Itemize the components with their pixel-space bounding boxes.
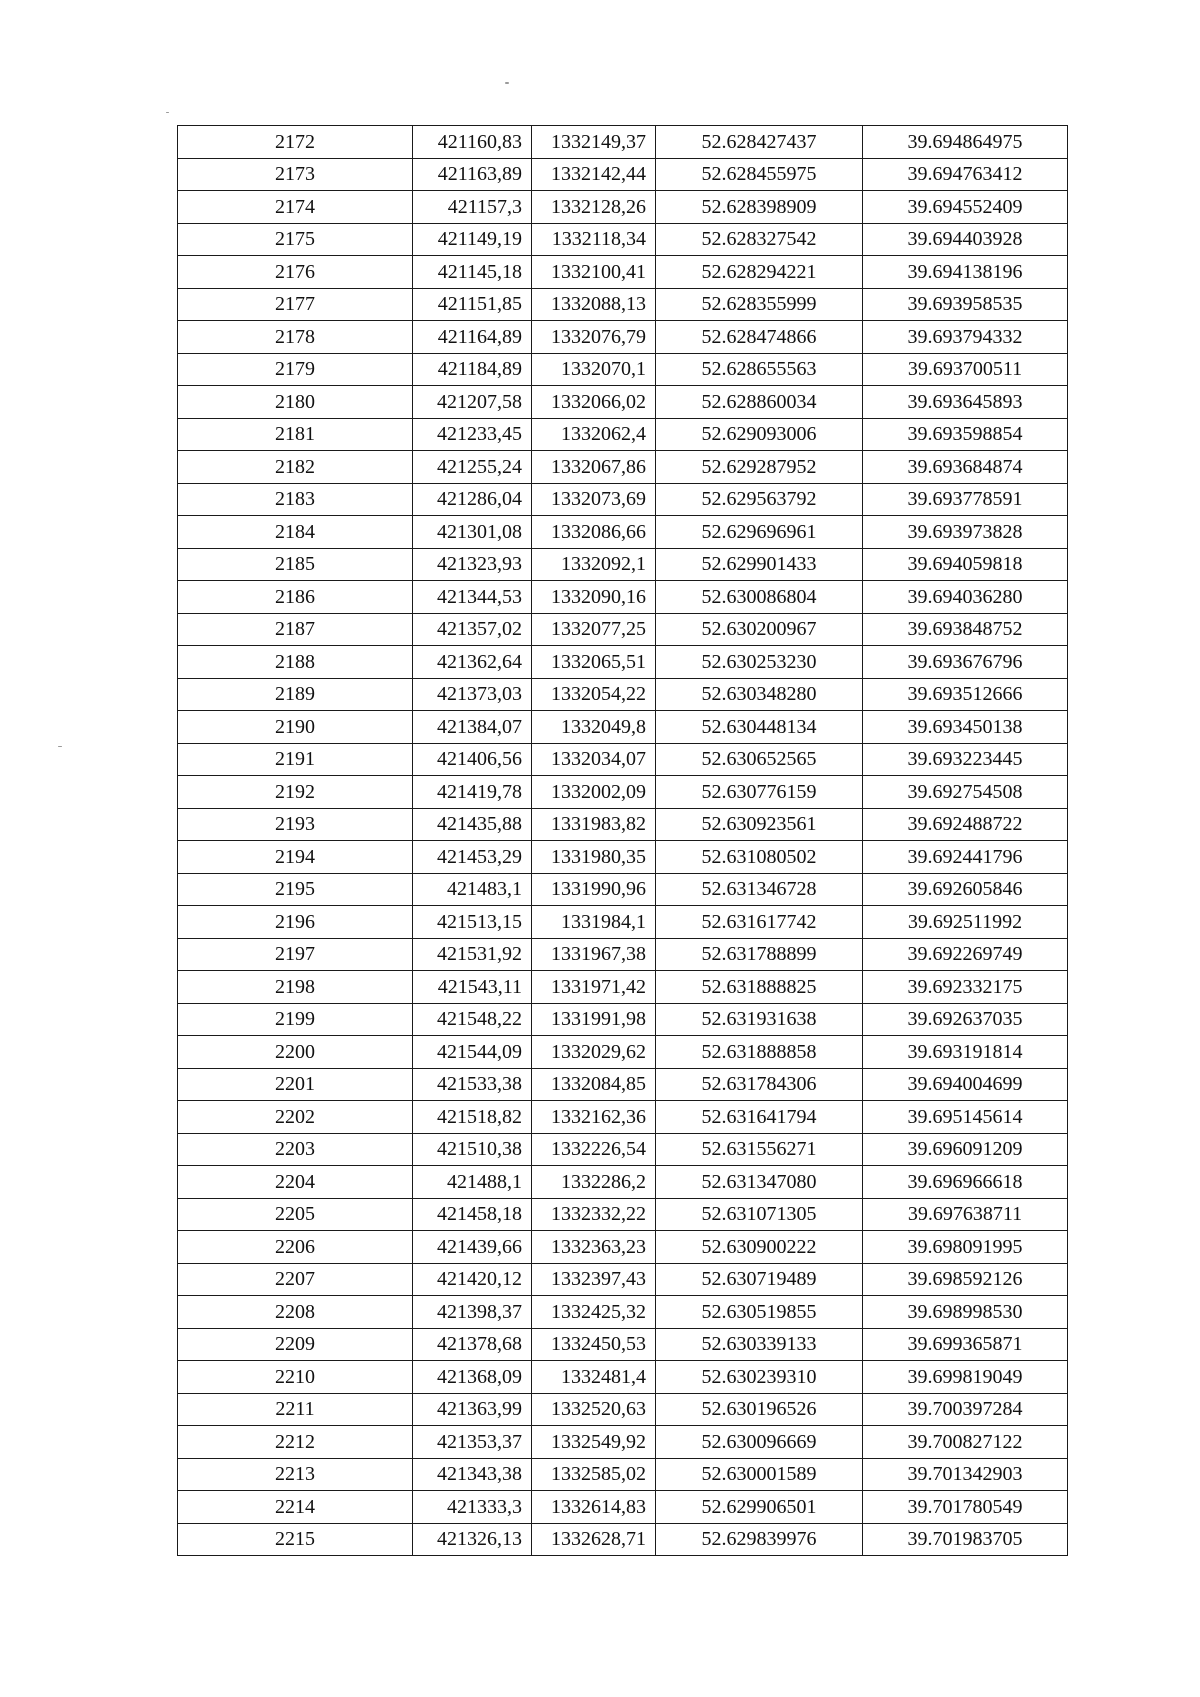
point-number-cell: 2215 xyxy=(178,1523,413,1556)
x-coordinate-cell: 421543,11 xyxy=(413,971,532,1004)
x-coordinate-cell: 421233,45 xyxy=(413,418,532,451)
table-row xyxy=(178,1458,1068,1491)
longitude-cell: 39.693684874 xyxy=(863,451,1068,484)
x-coordinate-cell: 421353,37 xyxy=(413,1426,532,1459)
table-row xyxy=(178,223,1068,256)
table-row xyxy=(178,1361,1068,1394)
longitude-cell: 39.693794332 xyxy=(863,321,1068,354)
y-coordinate-cell: 1332073,69 xyxy=(532,483,656,516)
point-number-cell: 2172 xyxy=(178,126,413,159)
longitude-cell: 39.694763412 xyxy=(863,158,1068,191)
x-coordinate-cell: 421343,38 xyxy=(413,1458,532,1491)
table-row xyxy=(178,776,1068,809)
scan-speck xyxy=(166,112,169,113)
longitude-cell: 39.693700511 xyxy=(863,353,1068,386)
point-number-cell: 2201 xyxy=(178,1068,413,1101)
y-coordinate-cell: 1332549,92 xyxy=(532,1426,656,1459)
y-coordinate-cell: 1332086,66 xyxy=(532,516,656,549)
latitude-cell: 52.631556271 xyxy=(656,1133,863,1166)
y-coordinate-cell: 1332034,07 xyxy=(532,743,656,776)
longitude-cell: 39.699819049 xyxy=(863,1361,1068,1394)
latitude-cell: 52.628655563 xyxy=(656,353,863,386)
x-coordinate-cell: 421378,68 xyxy=(413,1328,532,1361)
latitude-cell: 52.631080502 xyxy=(656,841,863,874)
table-row xyxy=(178,451,1068,484)
point-number-cell: 2191 xyxy=(178,743,413,776)
y-coordinate-cell: 1332084,85 xyxy=(532,1068,656,1101)
longitude-cell: 39.693191814 xyxy=(863,1036,1068,1069)
longitude-cell: 39.694036280 xyxy=(863,581,1068,614)
x-coordinate-cell: 421544,09 xyxy=(413,1036,532,1069)
longitude-cell: 39.692441796 xyxy=(863,841,1068,874)
point-number-cell: 2209 xyxy=(178,1328,413,1361)
y-coordinate-cell: 1332450,53 xyxy=(532,1328,656,1361)
latitude-cell: 52.631347080 xyxy=(656,1166,863,1199)
longitude-cell: 39.692332175 xyxy=(863,971,1068,1004)
latitude-cell: 52.629563792 xyxy=(656,483,863,516)
longitude-cell: 39.699365871 xyxy=(863,1328,1068,1361)
y-coordinate-cell: 1331984,1 xyxy=(532,906,656,939)
latitude-cell: 52.630900222 xyxy=(656,1231,863,1264)
scan-speck xyxy=(505,82,509,84)
y-coordinate-cell: 1332128,26 xyxy=(532,191,656,224)
x-coordinate-cell: 421439,66 xyxy=(413,1231,532,1264)
x-coordinate-cell: 421406,56 xyxy=(413,743,532,776)
table-row xyxy=(178,353,1068,386)
y-coordinate-cell: 1332425,32 xyxy=(532,1296,656,1329)
table-row xyxy=(178,191,1068,224)
x-coordinate-cell: 421157,3 xyxy=(413,191,532,224)
table-row xyxy=(178,1068,1068,1101)
y-coordinate-cell: 1332286,2 xyxy=(532,1166,656,1199)
table-row xyxy=(178,1036,1068,1069)
latitude-cell: 52.628427437 xyxy=(656,126,863,159)
longitude-cell: 39.694864975 xyxy=(863,126,1068,159)
y-coordinate-cell: 1332118,34 xyxy=(532,223,656,256)
latitude-cell: 52.629901433 xyxy=(656,548,863,581)
latitude-cell: 52.631888825 xyxy=(656,971,863,1004)
y-coordinate-cell: 1332332,22 xyxy=(532,1198,656,1231)
longitude-cell: 39.692488722 xyxy=(863,808,1068,841)
y-coordinate-cell: 1332049,8 xyxy=(532,711,656,744)
longitude-cell: 39.693223445 xyxy=(863,743,1068,776)
latitude-cell: 52.631788899 xyxy=(656,938,863,971)
latitude-cell: 52.630348280 xyxy=(656,678,863,711)
longitude-cell: 39.692511992 xyxy=(863,906,1068,939)
table-row xyxy=(178,1523,1068,1556)
point-number-cell: 2173 xyxy=(178,158,413,191)
longitude-cell: 39.693973828 xyxy=(863,516,1068,549)
point-number-cell: 2200 xyxy=(178,1036,413,1069)
table-row xyxy=(178,743,1068,776)
y-coordinate-cell: 1331971,42 xyxy=(532,971,656,1004)
point-number-cell: 2195 xyxy=(178,873,413,906)
table-row xyxy=(178,906,1068,939)
x-coordinate-cell: 421398,37 xyxy=(413,1296,532,1329)
longitude-cell: 39.698998530 xyxy=(863,1296,1068,1329)
y-coordinate-cell: 1332162,36 xyxy=(532,1101,656,1134)
longitude-cell: 39.698592126 xyxy=(863,1263,1068,1296)
y-coordinate-cell: 1332077,25 xyxy=(532,613,656,646)
y-coordinate-cell: 1332226,54 xyxy=(532,1133,656,1166)
point-number-cell: 2198 xyxy=(178,971,413,1004)
y-coordinate-cell: 1332054,22 xyxy=(532,678,656,711)
longitude-cell: 39.693450138 xyxy=(863,711,1068,744)
table-row xyxy=(178,613,1068,646)
table-row xyxy=(178,711,1068,744)
x-coordinate-cell: 421160,83 xyxy=(413,126,532,159)
table-row xyxy=(178,288,1068,321)
x-coordinate-cell: 421533,38 xyxy=(413,1068,532,1101)
table-row xyxy=(178,321,1068,354)
table-row xyxy=(178,1003,1068,1036)
x-coordinate-cell: 421513,15 xyxy=(413,906,532,939)
table-row xyxy=(178,1328,1068,1361)
x-coordinate-cell: 421344,53 xyxy=(413,581,532,614)
y-coordinate-cell: 1331991,98 xyxy=(532,1003,656,1036)
y-coordinate-cell: 1332062,4 xyxy=(532,418,656,451)
point-number-cell: 2203 xyxy=(178,1133,413,1166)
x-coordinate-cell: 421333,3 xyxy=(413,1491,532,1524)
x-coordinate-cell: 421362,64 xyxy=(413,646,532,679)
point-number-cell: 2205 xyxy=(178,1198,413,1231)
x-coordinate-cell: 421373,03 xyxy=(413,678,532,711)
y-coordinate-cell: 1332628,71 xyxy=(532,1523,656,1556)
latitude-cell: 52.629696961 xyxy=(656,516,863,549)
longitude-cell: 39.693598854 xyxy=(863,418,1068,451)
latitude-cell: 52.631071305 xyxy=(656,1198,863,1231)
latitude-cell: 52.630196526 xyxy=(656,1393,863,1426)
longitude-cell: 39.696966618 xyxy=(863,1166,1068,1199)
y-coordinate-cell: 1331983,82 xyxy=(532,808,656,841)
point-number-cell: 2199 xyxy=(178,1003,413,1036)
point-number-cell: 2174 xyxy=(178,191,413,224)
latitude-cell: 52.630086804 xyxy=(656,581,863,614)
x-coordinate-cell: 421458,18 xyxy=(413,1198,532,1231)
x-coordinate-cell: 421207,58 xyxy=(413,386,532,419)
point-number-cell: 2197 xyxy=(178,938,413,971)
longitude-cell: 39.696091209 xyxy=(863,1133,1068,1166)
y-coordinate-cell: 1332029,62 xyxy=(532,1036,656,1069)
table-row xyxy=(178,1101,1068,1134)
x-coordinate-cell: 421149,19 xyxy=(413,223,532,256)
x-coordinate-cell: 421151,85 xyxy=(413,288,532,321)
point-number-cell: 2187 xyxy=(178,613,413,646)
point-number-cell: 2207 xyxy=(178,1263,413,1296)
longitude-cell: 39.700397284 xyxy=(863,1393,1068,1426)
y-coordinate-cell: 1331967,38 xyxy=(532,938,656,971)
longitude-cell: 39.693958535 xyxy=(863,288,1068,321)
point-number-cell: 2186 xyxy=(178,581,413,614)
longitude-cell: 39.697638711 xyxy=(863,1198,1068,1231)
x-coordinate-cell: 421326,13 xyxy=(413,1523,532,1556)
table-row xyxy=(178,256,1068,289)
y-coordinate-cell: 1332076,79 xyxy=(532,321,656,354)
longitude-cell: 39.701342903 xyxy=(863,1458,1068,1491)
x-coordinate-cell: 421368,09 xyxy=(413,1361,532,1394)
longitude-cell: 39.692637035 xyxy=(863,1003,1068,1036)
point-number-cell: 2184 xyxy=(178,516,413,549)
latitude-cell: 52.630652565 xyxy=(656,743,863,776)
latitude-cell: 52.631641794 xyxy=(656,1101,863,1134)
table-row xyxy=(178,581,1068,614)
latitude-cell: 52.628474866 xyxy=(656,321,863,354)
point-number-cell: 2183 xyxy=(178,483,413,516)
latitude-cell: 52.631784306 xyxy=(656,1068,863,1101)
point-number-cell: 2214 xyxy=(178,1491,413,1524)
latitude-cell: 52.630339133 xyxy=(656,1328,863,1361)
y-coordinate-cell: 1332067,86 xyxy=(532,451,656,484)
longitude-cell: 39.694059818 xyxy=(863,548,1068,581)
table-row xyxy=(178,1491,1068,1524)
y-coordinate-cell: 1332142,44 xyxy=(532,158,656,191)
point-number-cell: 2192 xyxy=(178,776,413,809)
y-coordinate-cell: 1332149,37 xyxy=(532,126,656,159)
latitude-cell: 52.629287952 xyxy=(656,451,863,484)
table-row xyxy=(178,1426,1068,1459)
x-coordinate-cell: 421163,89 xyxy=(413,158,532,191)
table-row xyxy=(178,158,1068,191)
x-coordinate-cell: 421255,24 xyxy=(413,451,532,484)
y-coordinate-cell: 1332065,51 xyxy=(532,646,656,679)
x-coordinate-cell: 421531,92 xyxy=(413,938,532,971)
latitude-cell: 52.629839976 xyxy=(656,1523,863,1556)
scan-speck xyxy=(58,746,62,747)
longitude-cell: 39.694138196 xyxy=(863,256,1068,289)
latitude-cell: 52.631617742 xyxy=(656,906,863,939)
table-row xyxy=(178,1393,1068,1426)
coordinates-table-body xyxy=(178,126,1068,1556)
longitude-cell: 39.695145614 xyxy=(863,1101,1068,1134)
x-coordinate-cell: 421363,99 xyxy=(413,1393,532,1426)
y-coordinate-cell: 1332397,43 xyxy=(532,1263,656,1296)
table-row xyxy=(178,516,1068,549)
point-number-cell: 2196 xyxy=(178,906,413,939)
latitude-cell: 52.629906501 xyxy=(656,1491,863,1524)
latitude-cell: 52.631346728 xyxy=(656,873,863,906)
x-coordinate-cell: 421286,04 xyxy=(413,483,532,516)
y-coordinate-cell: 1332070,1 xyxy=(532,353,656,386)
point-number-cell: 2190 xyxy=(178,711,413,744)
latitude-cell: 52.631931638 xyxy=(656,1003,863,1036)
point-number-cell: 2193 xyxy=(178,808,413,841)
y-coordinate-cell: 1332100,41 xyxy=(532,256,656,289)
latitude-cell: 52.628860034 xyxy=(656,386,863,419)
longitude-cell: 39.694004699 xyxy=(863,1068,1068,1101)
latitude-cell: 52.630001589 xyxy=(656,1458,863,1491)
latitude-cell: 52.628327542 xyxy=(656,223,863,256)
longitude-cell: 39.693512666 xyxy=(863,678,1068,711)
point-number-cell: 2180 xyxy=(178,386,413,419)
point-number-cell: 2208 xyxy=(178,1296,413,1329)
y-coordinate-cell: 1332066,02 xyxy=(532,386,656,419)
latitude-cell: 52.628355999 xyxy=(656,288,863,321)
longitude-cell: 39.701983705 xyxy=(863,1523,1068,1556)
longitude-cell: 39.701780549 xyxy=(863,1491,1068,1524)
longitude-cell: 39.694403928 xyxy=(863,223,1068,256)
longitude-cell: 39.700827122 xyxy=(863,1426,1068,1459)
x-coordinate-cell: 421357,02 xyxy=(413,613,532,646)
table-row xyxy=(178,1198,1068,1231)
table-row xyxy=(178,1263,1068,1296)
point-number-cell: 2178 xyxy=(178,321,413,354)
x-coordinate-cell: 421453,29 xyxy=(413,841,532,874)
longitude-cell: 39.694552409 xyxy=(863,191,1068,224)
x-coordinate-cell: 421483,1 xyxy=(413,873,532,906)
latitude-cell: 52.630719489 xyxy=(656,1263,863,1296)
y-coordinate-cell: 1332520,63 xyxy=(532,1393,656,1426)
table-row xyxy=(178,126,1068,159)
x-coordinate-cell: 421420,12 xyxy=(413,1263,532,1296)
y-coordinate-cell: 1332363,23 xyxy=(532,1231,656,1264)
longitude-cell: 39.693676796 xyxy=(863,646,1068,679)
latitude-cell: 52.628294221 xyxy=(656,256,863,289)
x-coordinate-cell: 421301,08 xyxy=(413,516,532,549)
point-number-cell: 2202 xyxy=(178,1101,413,1134)
table-row xyxy=(178,646,1068,679)
y-coordinate-cell: 1332614,83 xyxy=(532,1491,656,1524)
table-row xyxy=(178,386,1068,419)
latitude-cell: 52.630923561 xyxy=(656,808,863,841)
latitude-cell: 52.629093006 xyxy=(656,418,863,451)
y-coordinate-cell: 1332585,02 xyxy=(532,1458,656,1491)
table-row xyxy=(178,1166,1068,1199)
point-number-cell: 2181 xyxy=(178,418,413,451)
point-number-cell: 2212 xyxy=(178,1426,413,1459)
table-row xyxy=(178,1231,1068,1264)
coordinates-table xyxy=(177,125,1068,1556)
latitude-cell: 52.630239310 xyxy=(656,1361,863,1394)
latitude-cell: 52.630519855 xyxy=(656,1296,863,1329)
table-row xyxy=(178,971,1068,1004)
latitude-cell: 52.630776159 xyxy=(656,776,863,809)
latitude-cell: 52.631888858 xyxy=(656,1036,863,1069)
y-coordinate-cell: 1332088,13 xyxy=(532,288,656,321)
latitude-cell: 52.630200967 xyxy=(656,613,863,646)
latitude-cell: 52.630096669 xyxy=(656,1426,863,1459)
x-coordinate-cell: 421384,07 xyxy=(413,711,532,744)
x-coordinate-cell: 421419,78 xyxy=(413,776,532,809)
longitude-cell: 39.693848752 xyxy=(863,613,1068,646)
table-row xyxy=(178,678,1068,711)
table-row xyxy=(178,1133,1068,1166)
y-coordinate-cell: 1331990,96 xyxy=(532,873,656,906)
point-number-cell: 2210 xyxy=(178,1361,413,1394)
y-coordinate-cell: 1332090,16 xyxy=(532,581,656,614)
latitude-cell: 52.630253230 xyxy=(656,646,863,679)
longitude-cell: 39.693778591 xyxy=(863,483,1068,516)
x-coordinate-cell: 421548,22 xyxy=(413,1003,532,1036)
point-number-cell: 2176 xyxy=(178,256,413,289)
point-number-cell: 2206 xyxy=(178,1231,413,1264)
longitude-cell: 39.692754508 xyxy=(863,776,1068,809)
x-coordinate-cell: 421435,88 xyxy=(413,808,532,841)
point-number-cell: 2213 xyxy=(178,1458,413,1491)
y-coordinate-cell: 1332002,09 xyxy=(532,776,656,809)
x-coordinate-cell: 421164,89 xyxy=(413,321,532,354)
latitude-cell: 52.630448134 xyxy=(656,711,863,744)
y-coordinate-cell: 1332092,1 xyxy=(532,548,656,581)
table-row xyxy=(178,1296,1068,1329)
table-row xyxy=(178,483,1068,516)
table-row xyxy=(178,548,1068,581)
latitude-cell: 52.628455975 xyxy=(656,158,863,191)
x-coordinate-cell: 421145,18 xyxy=(413,256,532,289)
x-coordinate-cell: 421488,1 xyxy=(413,1166,532,1199)
x-coordinate-cell: 421510,38 xyxy=(413,1133,532,1166)
point-number-cell: 2182 xyxy=(178,451,413,484)
point-number-cell: 2177 xyxy=(178,288,413,321)
point-number-cell: 2179 xyxy=(178,353,413,386)
table-row xyxy=(178,418,1068,451)
point-number-cell: 2185 xyxy=(178,548,413,581)
point-number-cell: 2194 xyxy=(178,841,413,874)
table-row xyxy=(178,841,1068,874)
point-number-cell: 2211 xyxy=(178,1393,413,1426)
table-row xyxy=(178,808,1068,841)
x-coordinate-cell: 421323,93 xyxy=(413,548,532,581)
longitude-cell: 39.692269749 xyxy=(863,938,1068,971)
latitude-cell: 52.628398909 xyxy=(656,191,863,224)
y-coordinate-cell: 1332481,4 xyxy=(532,1361,656,1394)
longitude-cell: 39.692605846 xyxy=(863,873,1068,906)
table-row xyxy=(178,938,1068,971)
point-number-cell: 2175 xyxy=(178,223,413,256)
y-coordinate-cell: 1331980,35 xyxy=(532,841,656,874)
point-number-cell: 2204 xyxy=(178,1166,413,1199)
longitude-cell: 39.698091995 xyxy=(863,1231,1068,1264)
point-number-cell: 2188 xyxy=(178,646,413,679)
x-coordinate-cell: 421184,89 xyxy=(413,353,532,386)
longitude-cell: 39.693645893 xyxy=(863,386,1068,419)
x-coordinate-cell: 421518,82 xyxy=(413,1101,532,1134)
table-row xyxy=(178,873,1068,906)
point-number-cell: 2189 xyxy=(178,678,413,711)
